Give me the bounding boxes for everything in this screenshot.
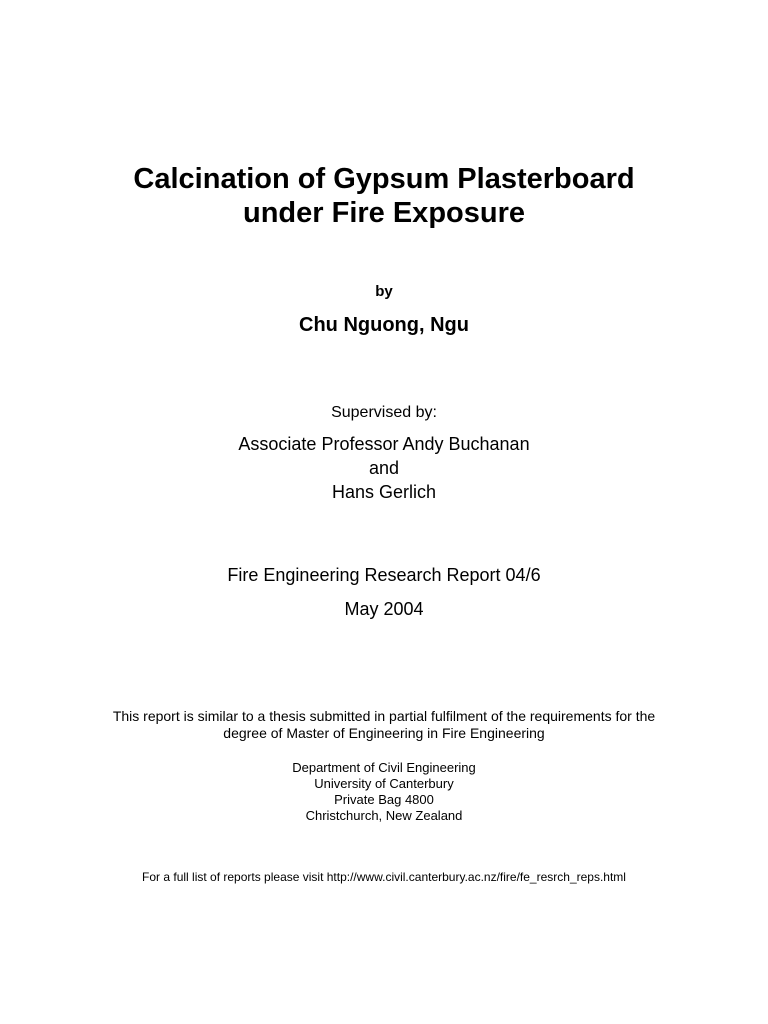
- address-university: University of Canterbury: [314, 776, 454, 791]
- supervisor-2: Hans Gerlich: [331, 482, 437, 502]
- thesis-note-line-2: degree of Master of Engineering in Fire Engineering: [223, 725, 545, 741]
- report-number: Fire Engineering Research Report 04/6: [227, 565, 541, 585]
- supervisor-1: Associate Professor Andy Buchanan: [238, 434, 530, 454]
- address-department: Department of Civil Engineering: [292, 760, 476, 775]
- title-line-1: Calcination of Gypsum Plasterboard: [133, 163, 635, 195]
- address-city: Christchurch, New Zealand: [305, 808, 463, 823]
- by-label: by: [375, 283, 393, 300]
- report-date: May 2004: [344, 599, 424, 619]
- reports-list-footer: For a full list of reports please visit http://www.civil.canterbury.ac.nz/fire/fe_resrch_reps.html: [142, 870, 626, 884]
- supervisor-and: and: [368, 458, 400, 478]
- title-line-2: under Fire Exposure: [242, 197, 525, 229]
- address-private-bag: Private Bag 4800: [334, 792, 434, 807]
- author-name: Chu Nguong, Ngu: [299, 314, 469, 336]
- thesis-note-line-1: This report is similar to a thesis submitted in partial fulfilment of the requirements for the: [112, 708, 656, 724]
- supervised-by-label: Supervised by:: [331, 404, 437, 421]
